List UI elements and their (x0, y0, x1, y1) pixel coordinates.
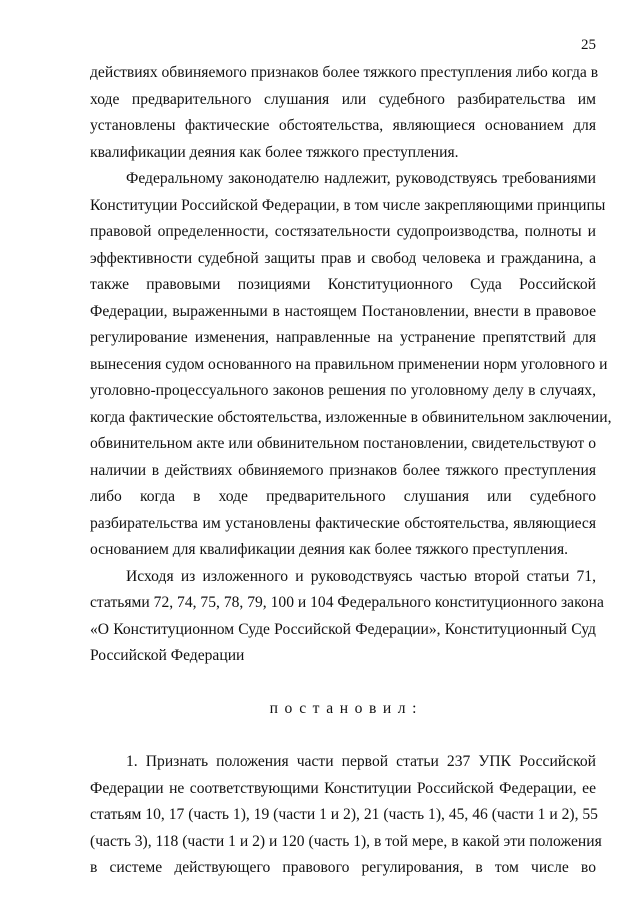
text-line: наличии в действиях обвиняемого признаков более тяжкого преступления (90, 461, 596, 479)
text-line: Федеральному законодателю надлежит, руководствуясь требованиями (126, 170, 596, 187)
paragraph-continuation (90, 60, 599, 166)
text-line: когда фактические обстоятельства, изложенные в обвинительном заключении, (90, 408, 612, 426)
ruling-heading: постановил: (269, 700, 423, 717)
spacer (90, 670, 596, 697)
text-line: статьям 10, 17 (часть 1), 19 (части 1 и 2), 21 (часть 1), 45, 46 (части 1 и 2), 55 (90, 806, 598, 823)
text-line: установлены фактические обстоятельства, являющиеся основанием для (90, 117, 596, 134)
text-line: квалификации деяния как более тяжкого преступления. (90, 143, 459, 161)
spacer (90, 723, 596, 750)
paragraph-legislator-directive (90, 166, 612, 564)
document-body (90, 60, 612, 882)
text-line: регулирование изменения, направленные на устранение препятствий для (90, 329, 596, 346)
text-line: 1. Признать положения части первой статьи 237 УПК Российской (126, 753, 596, 770)
text-line: разбирательства им установлены фактические обстоятельства, являющиеся (90, 514, 596, 532)
text-line: уголовно-процессуального законов решения по уголовному делу в случаях, (90, 382, 596, 399)
text-line: в системе действующего правового регулирования, в том числе во (90, 859, 596, 876)
paragraph-grounds (90, 564, 604, 670)
text-line: также правовыми позициями Конституционного Суда Российской (90, 276, 596, 293)
page-number: 25 (581, 37, 596, 53)
text-line: Федерации не соответствующими Конституции Российской Федерации, ее (90, 779, 596, 797)
text-line: Российской Федерации (90, 647, 245, 664)
text-line: вынесения судом основанного на правильном применении норм уголовного и (90, 355, 608, 373)
text-line: Федерации, выраженными в настоящем Постановлении, внести в правовое (90, 302, 596, 320)
text-line: эффективности судебной защиты прав и свобод человека и гражданина, а (90, 249, 596, 267)
text-line: основанием для квалификации деяния как более тяжкого преступления. (90, 541, 569, 558)
text-line: действиях обвиняемого признаков более тяжкого преступления либо когда в (90, 64, 599, 81)
decision-item-1 (90, 749, 602, 882)
text-line: обвинительном акте или обвинительном постановлении, свидетельствуют о (90, 435, 596, 452)
text-line: (часть 3), 118 (части 1 и 2) и 120 (часть 1), в той мере, в какой эти положения (90, 832, 602, 850)
text-line: Исходя из изложенного и руководствуясь частью второй статьи 71, (126, 567, 596, 585)
text-line: правовой определенности, состязательности судопроизводства, полноты и (90, 223, 596, 240)
text-line: ходе предварительного слушания или судебного разбирательства им (90, 90, 596, 108)
text-line: либо когда в ходе предварительного слушания или судебного (90, 488, 596, 505)
text-line: статьями 72, 74, 75, 78, 79, 100 и 104 Федерального конституционного закона (90, 594, 604, 611)
text-line: «О Конституционном Суде Российской Федерации», Конституционный Суд (90, 620, 596, 638)
text-line: Конституции Российской Федерации, в том числе закрепляющими принципы (90, 196, 606, 214)
